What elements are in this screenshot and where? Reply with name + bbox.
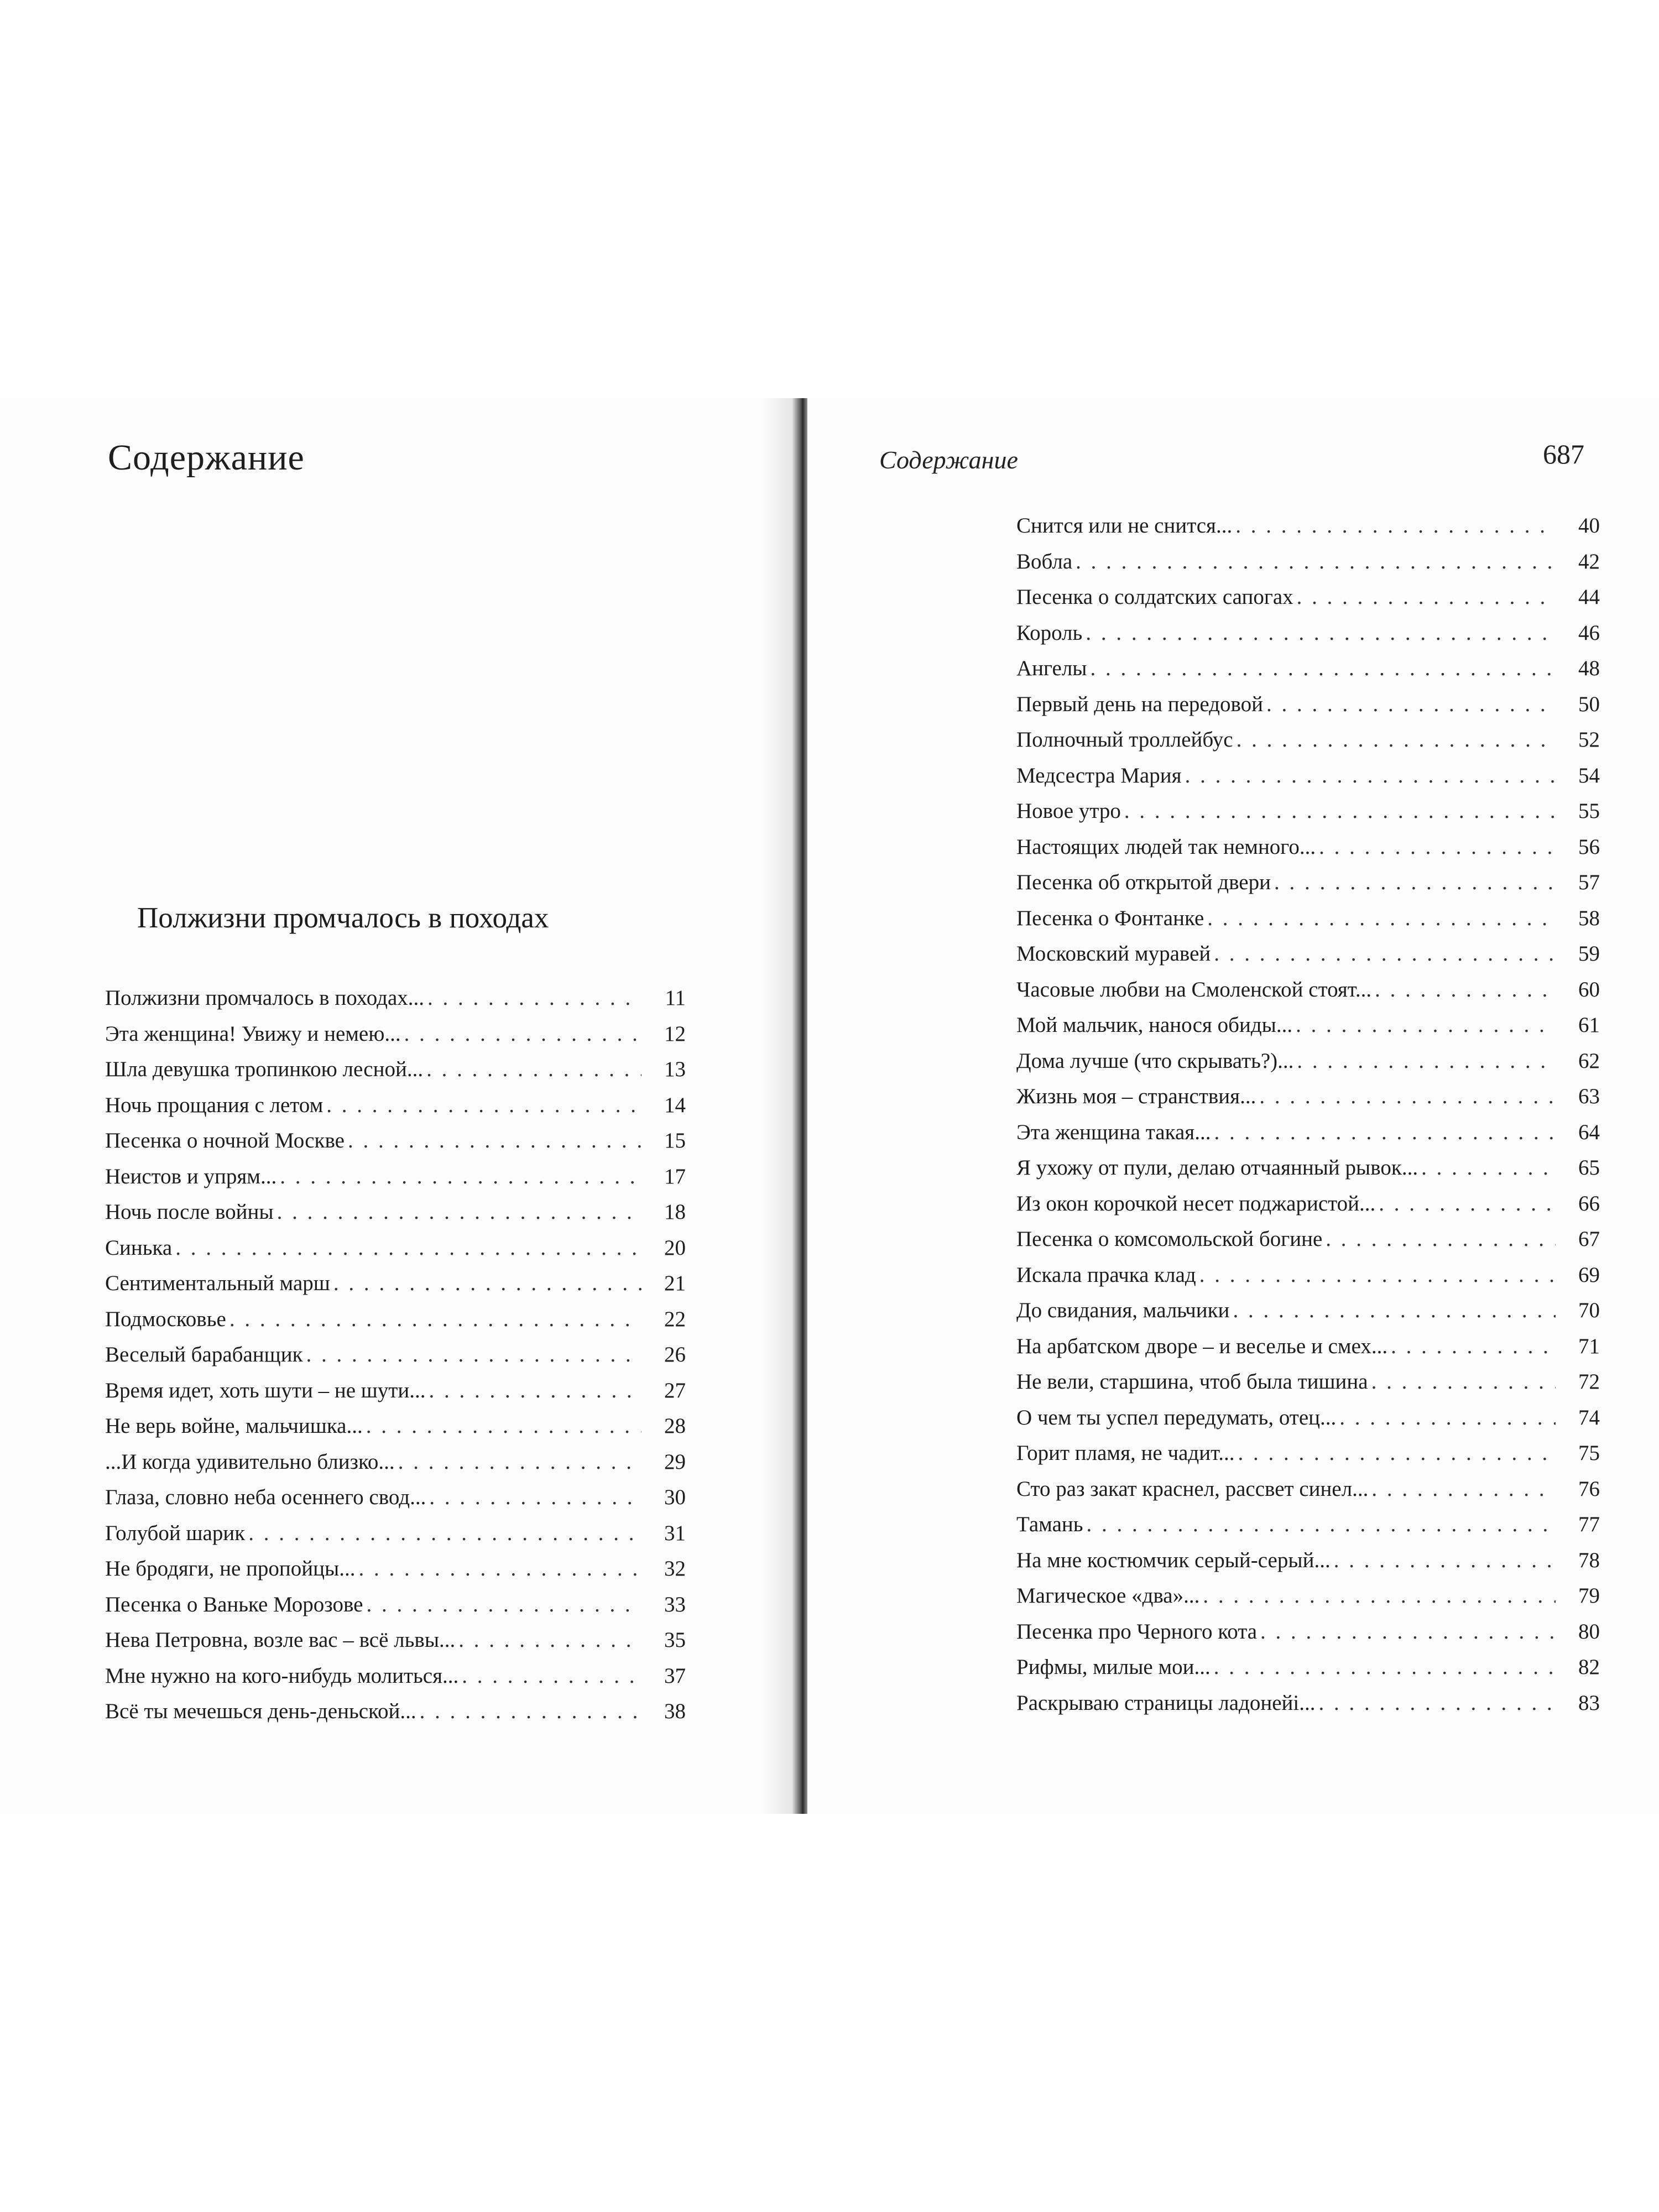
toc-entry-page: 79 bbox=[1578, 1584, 1600, 1608]
toc-entry-title: Время идет, хоть шути – не шути... bbox=[105, 1378, 426, 1402]
dot-leader bbox=[426, 1057, 641, 1082]
toc-entry-title: Не бродяги, не пропойцы... bbox=[105, 1557, 356, 1580]
toc-entry bbox=[105, 1057, 686, 1093]
toc-entry-page: 57 bbox=[1578, 870, 1600, 894]
dot-leader bbox=[1124, 799, 1556, 823]
toc-entry-title: Я ухожу от пули, делаю отчаянный рывок... bbox=[1016, 1156, 1418, 1180]
right-page bbox=[807, 398, 1659, 1814]
toc-entry-title: Магическое «два»... bbox=[1016, 1584, 1200, 1608]
toc-entry-page: 61 bbox=[1578, 1013, 1600, 1037]
dot-leader bbox=[458, 1627, 641, 1652]
toc-entry bbox=[105, 1521, 686, 1557]
toc-entry-page: 42 bbox=[1578, 549, 1600, 573]
toc-entry-page: 78 bbox=[1578, 1548, 1600, 1572]
dot-leader bbox=[404, 1021, 641, 1046]
toc-entry-page: 62 bbox=[1578, 1048, 1600, 1073]
toc-entry-page: 13 bbox=[664, 1057, 686, 1081]
toc-list-left bbox=[105, 985, 686, 1735]
toc-entry-title: Нева Петровна, возле вас – всё львы... bbox=[105, 1628, 456, 1652]
toc-entry-page: 35 bbox=[664, 1628, 686, 1652]
dot-leader bbox=[429, 1378, 641, 1403]
dot-leader bbox=[358, 1556, 641, 1581]
toc-entry-page: 56 bbox=[1578, 834, 1600, 859]
dot-leader bbox=[1214, 1655, 1556, 1679]
dot-leader bbox=[1326, 1227, 1556, 1251]
toc-entry-page: 29 bbox=[664, 1449, 686, 1474]
toc-entry bbox=[1016, 513, 1600, 549]
dot-leader bbox=[398, 1449, 641, 1474]
dot-leader bbox=[280, 1164, 641, 1189]
dot-leader bbox=[1297, 1048, 1556, 1073]
toc-entry bbox=[1016, 1191, 1600, 1227]
dot-leader bbox=[326, 1093, 641, 1118]
toc-entry bbox=[1016, 1405, 1600, 1441]
dot-leader bbox=[1086, 620, 1556, 645]
toc-entry-page: 22 bbox=[664, 1307, 686, 1331]
toc-entry-page: 27 bbox=[664, 1378, 686, 1402]
toc-entry-title: Мне нужно на кого-нибудь молиться... bbox=[105, 1663, 459, 1688]
toc-entry-title: Горит пламя, не чадит... bbox=[1016, 1441, 1235, 1465]
toc-entry-title: Голубой шарик bbox=[105, 1521, 246, 1545]
toc-entry-page: 54 bbox=[1578, 763, 1600, 787]
toc-entry-page: 20 bbox=[664, 1235, 686, 1260]
toc-entry bbox=[1016, 727, 1600, 763]
toc-entry-page: 76 bbox=[1578, 1477, 1600, 1501]
toc-entry-title: Снится или не снится... bbox=[1016, 514, 1233, 538]
dot-leader bbox=[462, 1663, 641, 1688]
toc-entry-title: Веселый барабанщик bbox=[105, 1343, 303, 1366]
toc-entry bbox=[1016, 834, 1600, 870]
toc-entry-title: До свидания, мальчики bbox=[1016, 1298, 1230, 1322]
dot-leader bbox=[1375, 977, 1556, 1002]
toc-entry-page: 58 bbox=[1578, 906, 1600, 930]
toc-entry bbox=[1016, 870, 1600, 906]
toc-entry bbox=[1016, 799, 1600, 834]
toc-entry bbox=[1016, 1441, 1600, 1477]
toc-entry-page: 46 bbox=[1578, 620, 1600, 645]
dot-leader bbox=[1185, 763, 1556, 788]
dot-leader bbox=[1260, 1619, 1556, 1644]
toc-entry-title: Ночь после войны bbox=[105, 1200, 274, 1224]
toc-entry-page: 26 bbox=[664, 1343, 686, 1366]
toc-entry-page: 83 bbox=[1578, 1691, 1600, 1715]
dot-leader bbox=[429, 1485, 641, 1510]
dot-leader bbox=[248, 1521, 641, 1546]
running-head: Содержание bbox=[879, 446, 1018, 474]
toc-entry-page: 28 bbox=[664, 1414, 686, 1438]
toc-entry bbox=[1016, 620, 1600, 656]
toc-entry bbox=[105, 1199, 686, 1235]
dot-leader bbox=[1296, 1013, 1556, 1037]
toc-entry-page: 67 bbox=[1578, 1227, 1600, 1251]
toc-entry bbox=[1016, 1048, 1600, 1084]
toc-entry bbox=[1016, 585, 1600, 620]
dot-leader bbox=[229, 1307, 641, 1332]
toc-entry bbox=[1016, 1262, 1600, 1298]
toc-entry bbox=[105, 1271, 686, 1307]
dot-leader bbox=[333, 1271, 641, 1296]
toc-entry-page: 11 bbox=[665, 986, 686, 1010]
toc-entry-title: Песенка о ночной Москве bbox=[105, 1129, 345, 1152]
toc-entry-title: Неистов и упрям... bbox=[105, 1164, 277, 1188]
dot-leader bbox=[1087, 1512, 1556, 1537]
toc-entry-page: 31 bbox=[664, 1521, 686, 1545]
toc-entry bbox=[1016, 692, 1600, 728]
toc-entry-title: Песенка о солдатских сапогах bbox=[1016, 585, 1293, 609]
toc-entry-title: Мой мальчик, нанося обиды... bbox=[1016, 1013, 1293, 1037]
toc-entry-title: Ангелы bbox=[1016, 656, 1087, 680]
toc-entry bbox=[1016, 1013, 1600, 1048]
toc-entry-title: ...И когда удивительно близко... bbox=[105, 1449, 395, 1474]
toc-entry bbox=[105, 1413, 686, 1449]
toc-list-right bbox=[1016, 513, 1600, 1726]
toc-entry-page: 37 bbox=[664, 1663, 686, 1688]
toc-entry bbox=[1016, 1619, 1600, 1655]
toc-entry bbox=[1016, 1691, 1600, 1726]
dot-leader bbox=[306, 1342, 641, 1367]
toc-entry-title: Дома лучше (что скрывать?)... bbox=[1016, 1048, 1294, 1073]
toc-entry-title: Песенка про Черного кота bbox=[1016, 1619, 1258, 1644]
dot-leader bbox=[1214, 941, 1556, 966]
toc-entry bbox=[105, 1342, 686, 1378]
toc-entry bbox=[1016, 1298, 1600, 1334]
toc-entry-page: 17 bbox=[664, 1164, 686, 1188]
dot-leader bbox=[1391, 1334, 1556, 1359]
dot-leader bbox=[1233, 1298, 1556, 1323]
toc-entry-page: 71 bbox=[1578, 1334, 1600, 1358]
toc-entry bbox=[1016, 549, 1600, 585]
dot-leader bbox=[1371, 1477, 1556, 1501]
toc-entry bbox=[105, 985, 686, 1021]
toc-entry-title: Песенка о Ваньке Морозове bbox=[105, 1592, 363, 1616]
toc-entry-page: 12 bbox=[664, 1021, 686, 1046]
toc-entry-title: Новое утро bbox=[1016, 799, 1121, 823]
dot-leader bbox=[1371, 1369, 1556, 1394]
toc-entry-title: Тамань bbox=[1016, 1512, 1083, 1536]
dot-leader bbox=[1421, 1155, 1556, 1180]
book-spread bbox=[0, 398, 1659, 1814]
toc-entry-title: Всё ты мечешься день-деньской... bbox=[105, 1699, 416, 1723]
toc-entry-page: 48 bbox=[1578, 656, 1600, 680]
dot-leader bbox=[1379, 1191, 1556, 1216]
toc-entry-title: Из окон корочкой несет поджаристой... bbox=[1016, 1191, 1376, 1215]
toc-entry-title: Полжизни промчалось в походах... bbox=[105, 986, 425, 1010]
toc-entry bbox=[105, 1627, 686, 1663]
toc-entry-page: 75 bbox=[1578, 1441, 1600, 1465]
dot-leader bbox=[366, 1413, 641, 1438]
dot-leader bbox=[1237, 727, 1556, 752]
section-heading: Полжизни промчалось в походах bbox=[137, 902, 549, 934]
toc-entry-page: 52 bbox=[1578, 728, 1600, 752]
toc-entry-title: Настоящих людей так немного... bbox=[1016, 834, 1316, 859]
toc-entry-title: Синька bbox=[105, 1235, 173, 1260]
dot-leader bbox=[1319, 834, 1556, 859]
toc-entry bbox=[105, 1164, 686, 1200]
dot-leader bbox=[175, 1235, 641, 1260]
toc-entry bbox=[1016, 1512, 1600, 1548]
toc-entry bbox=[1016, 1548, 1600, 1584]
toc-entry-title: Часовые любви на Смоленской стоят... bbox=[1016, 977, 1372, 1001]
toc-entry bbox=[105, 1093, 686, 1129]
toc-entry-title: Искала прачка клад bbox=[1016, 1262, 1196, 1287]
toc-entry bbox=[105, 1699, 686, 1735]
toc-entry bbox=[105, 1485, 686, 1521]
toc-entry-page: 64 bbox=[1578, 1120, 1600, 1144]
toc-entry-title: Московский муравей bbox=[1016, 942, 1211, 966]
toc-entry-title: Эта женщина! Увижу и немею... bbox=[105, 1021, 401, 1046]
dot-leader bbox=[1238, 1441, 1556, 1465]
toc-entry-title: Раскрываю страницы ладонейі... bbox=[1016, 1691, 1316, 1715]
toc-entry-page: 70 bbox=[1578, 1298, 1600, 1322]
toc-entry bbox=[1016, 656, 1600, 692]
toc-entry bbox=[1016, 1477, 1600, 1512]
toc-entry-title: Сто раз закат краснел, рассвет синел... bbox=[1016, 1477, 1369, 1501]
toc-entry-page: 77 bbox=[1578, 1512, 1600, 1536]
toc-entry bbox=[1016, 1120, 1600, 1156]
toc-entry bbox=[1016, 1155, 1600, 1191]
toc-entry-page: 21 bbox=[664, 1271, 686, 1295]
toc-entry-page: 74 bbox=[1578, 1405, 1600, 1430]
toc-entry bbox=[105, 1235, 686, 1271]
dot-leader bbox=[1203, 1583, 1556, 1608]
toc-entry bbox=[105, 1449, 686, 1485]
dot-leader bbox=[1199, 1262, 1556, 1287]
toc-entry-title: Жизнь моя – странствия... bbox=[1016, 1084, 1256, 1108]
toc-entry-page: 14 bbox=[664, 1093, 686, 1117]
dot-leader bbox=[1235, 513, 1556, 538]
toc-entry-page: 82 bbox=[1578, 1655, 1600, 1679]
toc-entry-title: На арбатском дворе – и веселье и смех... bbox=[1016, 1334, 1388, 1358]
dot-leader bbox=[348, 1128, 641, 1153]
toc-entry-title: Песенка о комсомольской богине bbox=[1016, 1227, 1323, 1251]
dot-leader bbox=[1214, 1120, 1556, 1145]
toc-entry-title: О чем ты успел передумать, отец... bbox=[1016, 1405, 1337, 1430]
left-page bbox=[0, 398, 796, 1814]
toc-entry bbox=[105, 1021, 686, 1057]
toc-entry-title: Первый день на передовой bbox=[1016, 692, 1264, 716]
toc-entry-page: 55 bbox=[1578, 799, 1600, 823]
toc-entry bbox=[1016, 1583, 1600, 1619]
toc-entry bbox=[105, 1128, 686, 1164]
toc-entry-title: Ночь прощания с летом bbox=[105, 1093, 324, 1117]
toc-entry bbox=[105, 1378, 686, 1414]
toc-entry-title: Король bbox=[1016, 620, 1083, 645]
toc-entry bbox=[1016, 1084, 1600, 1120]
toc-entry-title: Песенка об открытой двери bbox=[1016, 870, 1271, 894]
toc-entry-title: Подмосковье bbox=[105, 1307, 226, 1331]
toc-entry-page: 60 bbox=[1578, 977, 1600, 1001]
dot-leader bbox=[1091, 656, 1556, 681]
dot-leader bbox=[1297, 585, 1556, 609]
dot-leader bbox=[1274, 870, 1556, 895]
toc-entry-page: 80 bbox=[1578, 1619, 1600, 1644]
dot-leader bbox=[277, 1199, 641, 1224]
toc-entry bbox=[105, 1307, 686, 1343]
dot-leader bbox=[366, 1592, 641, 1617]
toc-entry-title: Песенка о Фонтанке bbox=[1016, 906, 1204, 930]
toc-entry-title: Глаза, словно неба осеннего свод... bbox=[105, 1485, 426, 1509]
toc-entry-title: Шла девушка тропинкою лесной... bbox=[105, 1057, 424, 1081]
toc-entry bbox=[1016, 1369, 1600, 1405]
toc-entry-page: 18 bbox=[664, 1200, 686, 1224]
toc-entry bbox=[105, 1663, 686, 1699]
toc-entry-page: 44 bbox=[1578, 585, 1600, 609]
toc-entry-page: 33 bbox=[664, 1592, 686, 1616]
dot-leader bbox=[420, 1699, 641, 1724]
toc-entry-title: Сентиментальный марш bbox=[105, 1271, 330, 1295]
toc-entry-page: 38 bbox=[664, 1699, 686, 1723]
toc-entry-page: 65 bbox=[1578, 1156, 1600, 1180]
toc-entry bbox=[1016, 1655, 1600, 1691]
toc-entry bbox=[105, 1592, 686, 1628]
toc-entry bbox=[1016, 906, 1600, 942]
toc-entry bbox=[1016, 763, 1600, 799]
toc-entry-page: 72 bbox=[1578, 1370, 1600, 1394]
toc-entry-title: Медсестра Мария bbox=[1016, 763, 1182, 787]
dot-leader bbox=[1266, 692, 1556, 717]
toc-entry bbox=[1016, 1227, 1600, 1262]
dot-leader bbox=[1334, 1548, 1556, 1573]
dot-leader bbox=[1076, 549, 1556, 574]
page-title: Содержание bbox=[108, 437, 305, 478]
toc-entry-page: 63 bbox=[1578, 1084, 1600, 1108]
page-number: 687 bbox=[1543, 439, 1584, 469]
toc-entry bbox=[1016, 1334, 1600, 1370]
toc-entry-page: 30 bbox=[664, 1485, 686, 1509]
dot-leader bbox=[1207, 906, 1556, 931]
toc-entry bbox=[1016, 977, 1600, 1013]
toc-entry-page: 69 bbox=[1578, 1262, 1600, 1287]
dot-leader bbox=[1339, 1405, 1556, 1430]
toc-entry-title: Эта женщина такая... bbox=[1016, 1120, 1211, 1144]
toc-entry-page: 40 bbox=[1578, 514, 1600, 538]
toc-entry-title: Не вели, старшина, чтоб была тишина bbox=[1016, 1370, 1368, 1394]
toc-entry-title: Полночный троллейбус bbox=[1016, 728, 1233, 752]
dot-leader bbox=[1319, 1691, 1556, 1715]
toc-entry bbox=[105, 1556, 686, 1592]
toc-entry-title: Не верь войне, мальчишка... bbox=[105, 1414, 363, 1438]
toc-entry bbox=[1016, 941, 1600, 977]
toc-entry-page: 50 bbox=[1578, 692, 1600, 716]
dot-leader bbox=[427, 985, 641, 1010]
toc-entry-title: Вобла bbox=[1016, 549, 1073, 573]
toc-entry-title: На мне костюмчик серый-серый... bbox=[1016, 1548, 1331, 1572]
toc-entry-title: Рифмы, милые мои... bbox=[1016, 1655, 1211, 1679]
toc-entry-page: 32 bbox=[664, 1557, 686, 1580]
toc-entry-page: 66 bbox=[1578, 1191, 1600, 1215]
dot-leader bbox=[1259, 1084, 1556, 1109]
toc-entry-page: 59 bbox=[1578, 942, 1600, 966]
toc-entry-page: 15 bbox=[664, 1129, 686, 1152]
